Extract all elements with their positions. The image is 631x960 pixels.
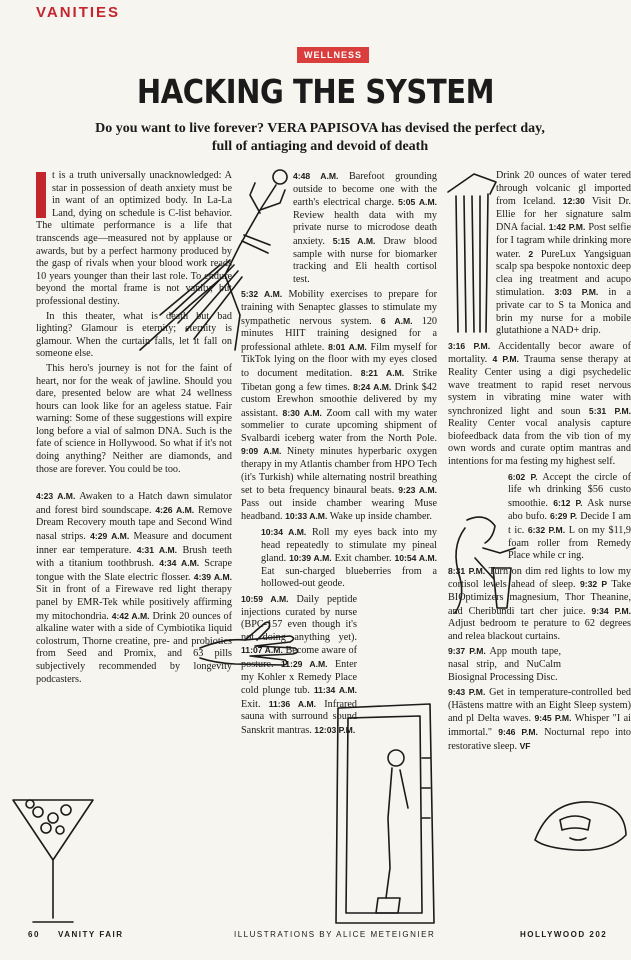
schedule-entry: 10:59 A.M. Daily peptide injections curated by nurse (BPC-157 even though it's not doing anything yet). 11:07 A.M. Become aware of posture. 11:29 A.M. Enter my Kohler x Remedy Place cold plunge tub. 11:34 A.M. Exit. 11:36 A.M. Infrared sauna with surround sound Sanskrit mantras. 12:03 P.M. — [241, 594, 358, 736]
hand-illustration — [195, 608, 305, 668]
headline: HACKING THE SYSTEM — [136, 72, 495, 111]
section-kicker: VANITIES — [36, 4, 121, 21]
lunging-figure-illustration — [130, 165, 290, 355]
schedule-entry: 3:16 P.M. Accidentally becor aware of mortality. 4 P.M. Trauma sense therapy at Reality Center using a digi psychedelic wave treatment to rapid reset nervous system in vibrating mine water with synchronized light and soun 5:31 P.M. Reality Center vocal analysis capture biofeedback data from the vib tion of my own words and curate optim mantras and intentions for ma festing my highest self. — [448, 340, 631, 468]
schedule-entry: 9:37 P.M. App mouth tape, nasal strip, and NuCalm Biosignal Processing Disc. — [448, 646, 561, 683]
sleeping-mask-illustration — [530, 790, 630, 860]
schedule-entry: Drink 20 ounces of water tered through volcanic gl imported from Iceland. 12:30 Visit Dr. Ellie for her signature salm DNA facial. 1:42 P.M. Post selfie for I tagram while drinking more water. 2 PureLux Yangsiguan scalp spa bespoke nontoxic deep clea ing treatment and acupo stimulation. 3:03 P.M. in a private car to S ta Monica and brin my nurse for a mobile glutathione a NAD+ drip. — [496, 170, 631, 337]
schedule-entry: 4:23 A.M. Awaken to a Hatch dawn simulator and forest bird soundscape. 4:26 A.M. Remove Dream Recovery mouth tape and Second Wind nasal strips. 4:29 A.M. Measure and document inner ear temperature. 4:31 A.M. Brush teeth with a titanium toothbrush. 4:34 A.M. Scrape tongue with the Slate electric flosser. 4:39 A.M. Sit in front of a Firewave red light therapy panel by EMR-Tek while positively affirming my mitochondria. 4:42 A.M. Drink 20 ounces of alkaline water with a side of Cymbiotika liquid colostrum, Thorne creatine, pre- and probiotics from Seed and Promix, and 63 pills subjectively recommended by longevity podcasters. — [36, 491, 233, 685]
chamber-figure-illustration — [330, 698, 440, 928]
drop-cap — [36, 172, 46, 218]
schedule-entry: 8:31 P.M. Turn on dim red lights to low my cortisol levels ahead of sleep. 9:32 P Take BIOptimizers magnesium, Thor Theanine, and Cheribundi tart cher juice. 9:34 P.M. Adjust bedroom te perature to 62 degrees and relea blackout curtains. — [448, 565, 631, 642]
schedule-entry: 10:34 A.M. Roll my eyes back into my head repeatedly to stimulate my pineal gland. 10:39 A.M. Exit chamber. 10:54 A.M. Eat sun-charged blueberries from a hollowed-out geode. — [261, 527, 438, 590]
dek: Do you want to live forever? VERA PAPISOVA has devised the perfect day, full of antiaging and devoid of death — [95, 121, 545, 154]
schedule-entry: 5:32 A.M. Mobility exercises to prepare for training with Senaptec glasses to stimulate my sympathetic nervous system. 6 A.M. 120 minutes HIIT training designed for a professional athlete. 8:01 A.M. Film myself for TikTok lying on the floor with my eyes closed to document meditation. 8:21 A.M. Strike Tibetan gong a few times. 8:24 A.M. Drink $42 custom Erewhon smoothie delivered by my assistant. 8:30 A.M. Zoom call with my water sommelier to curate upcoming shipment of Svalbardi iceberg water from the North Pole. 9:09 A.M. Ninety minutes hyperbaric oxygen therapy in my Atlantis chamber from HPO Tech (it's Turkish) while alternating nostril breathing set to beta frequency binaural beats. 9:23 A.M. Pass out inside chamber wearing Muse headband. 10:33 A.M. Wake up inside chamber. — [241, 289, 438, 523]
schedule-entry: 6:02 P. Accept the circle of life wh drinking $56 custo smoothie. 6:12 P. Ask nurse abo bufo. 6:29 P. Decide I am t ic. 6:32 P.M. L on my $11,9 foam roller from Remedy Place while cr ing. — [508, 471, 631, 562]
issue-label: HOLLYWOOD 202 — [520, 930, 608, 939]
martini-glass-illustration — [8, 790, 98, 930]
paragraph: In this theater, what is death but bad lighting? Glamour is eternity; eternity is glamour. When the curtain falls, let it fall on someone else. — [36, 310, 232, 360]
drinking-woman-illustration — [445, 508, 525, 618]
schedule-entry: 9:43 P.M. Get in temperature-controlled bed (Hästens mattre with an Eight Sleep system) and pl Delta waves. 9:45 P.M. Whisper "I ai immortal." 9:46 P.M. Nocturnal repo into restorative sleep. VF — [448, 687, 631, 752]
water-pouring-illustration — [444, 172, 504, 337]
illustration-credit: ILLUSTRATIONS BY ALICE METEIGNIER — [234, 930, 436, 939]
category-badge: WELLNESS — [297, 47, 369, 63]
paragraph: This hero's journey is not for the faint of heart, nor for the weak of jawline. Should you dare, presented below are what 24 wellness hours can look like for an ageless statue. Fair warning: Some of these suggestions will expire long before a vial of salmon DNA. Such is the fate of science in Hollywood. So what if it's not doing anything? Neither are diamonds, and those are forever. You could be too. — [36, 362, 232, 475]
intro-paragraph: t is a truth universally unacknowledged: A star in possession of death anxiety must be in want of an optimized body. In La-La Land, dying on schedule is C-list behavior. The ultimate performance is a life that transcends age—measured not by applause or awards, but by a perfect harmony produced by the gasp of rivals when your blood work reads 10 years younger than their last role. To endure beyond the mortal frame is not vanity, but professional destiny. — [36, 170, 232, 307]
magazine-name: VANITY FAIR — [58, 930, 124, 939]
schedule-entry: 4:48 A.M. Barefoot grounding outside to become one with the earth's electrical charge. 5:05 A.M. Review health data with my private nurse to microdose death anxiety. 5:15 A.M. Draw blood sample with nurse for biomarker tracking and Eli health cortisol test. — [293, 171, 437, 285]
page-number: 60 — [28, 930, 40, 939]
